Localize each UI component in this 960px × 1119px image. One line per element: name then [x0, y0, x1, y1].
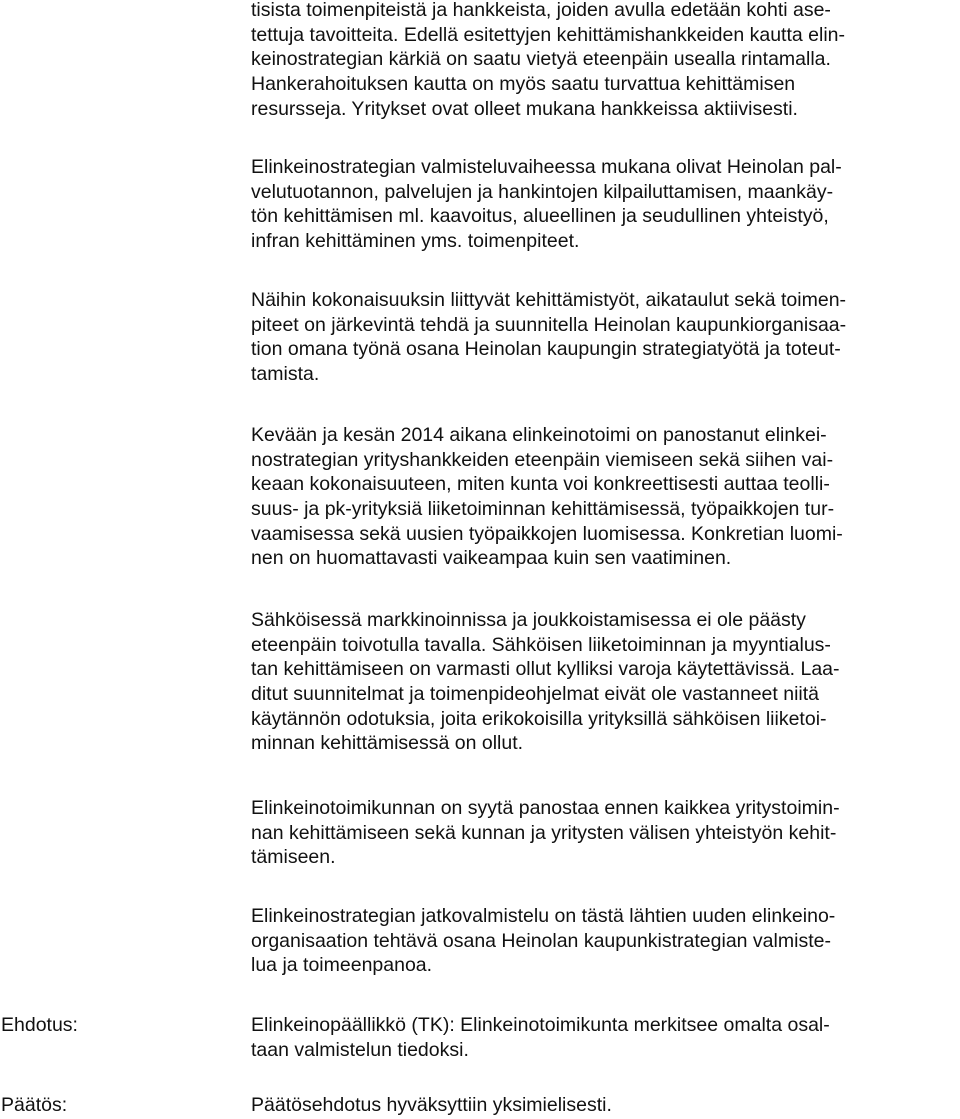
paragraph-2	[251, 155, 960, 254]
paragraph-4	[251, 423, 960, 571]
paragraph-line: Sähköisessä markkinoinnissa ja joukkoistamisessa ei ole päästy	[251, 609, 806, 631]
proposal-text	[251, 1013, 960, 1062]
paragraph-line: Elinkeinopäällikkö (TK): Elinkeinotoimikunta merkitsee omalta osal-	[251, 1014, 830, 1036]
paragraph-line: taan valmistelun tiedoksi.	[251, 1038, 469, 1061]
proposal-label: Ehdotus:	[1, 1014, 78, 1036]
paragraph-line: organisaation tehtävä osana Heinolan kaupunkistrategian valmiste-	[251, 929, 831, 952]
paragraph-3	[251, 288, 960, 387]
paragraph-line: Elinkeinostrategian jatkovalmistelu on tästä lähtien uuden elinkeino-	[251, 905, 836, 927]
paragraph-line: ditut suunnitelmat ja toimenpideohjelmat eivät ole vastanneet niitä	[251, 683, 820, 706]
paragraph-line: eteenpäin toivotulla tavalla. Sähköisen liiketoiminnan ja myyntialus-	[251, 633, 831, 656]
paragraph-line: tämiseen.	[251, 846, 336, 869]
paragraph-line: tion omana työnä osana Heinolan kaupungin strategiatyötä ja toteut-	[251, 338, 841, 361]
paragraph-line: tön kehittämisen ml. kaavoitus, alueellinen ja seudullinen yhteistyö,	[251, 205, 829, 228]
decision-text	[251, 1093, 960, 1118]
paragraph-line: keinostrategian kärkiä on saatu vietyä eteenpäin usealla rintamalla.	[251, 48, 831, 71]
paragraph-line: Elinkeinostrategian valmisteluvaiheessa mukana olivat Heinolan pal-	[251, 156, 842, 178]
paragraph-line: resursseja. Yritykset ovat olleet mukana hankkeissa aktiivisesti.	[251, 97, 798, 120]
paragraph-line: nostrategian yrityshankkeiden eteenpäin viemiseen sekä siihen vai-	[251, 448, 834, 471]
paragraph-line: Hankerahoituksen kautta on myös saatu turvattua kehittämisen	[251, 73, 796, 96]
paragraph-line: tan kehittämiseen on varmasti ollut kylliksi varoja käytettävissä. Laa-	[251, 658, 840, 681]
paragraph-line: Elinkeinotoimikunnan on syytä panostaa ennen kaikkea yritystoimin-	[251, 797, 840, 819]
paragraph-line: lua ja toimeenpanoa.	[251, 954, 433, 977]
paragraph-line: Näihin kokonaisuuksin liittyvät kehittämistyöt, aikataulut sekä toimen-	[251, 289, 847, 311]
paragraph-line: Päätösehdotus hyväksyttiin yksimielisesti.	[251, 1094, 612, 1116]
paragraph-1	[251, 0, 960, 121]
paragraph-6	[251, 796, 960, 870]
paragraph-5	[251, 608, 960, 756]
paragraph-line: tamista.	[251, 363, 320, 386]
paragraph-line: Kevään ja kesän 2014 aikana elinkeinotoimi on panostanut elinkei-	[251, 424, 827, 446]
paragraph-line: nan kehittämiseen sekä kunnan ja yritysten välisen yhteistyön kehit-	[251, 821, 837, 844]
paragraph-line: suus- ja pk-yrityksiä liiketoiminnan kehittämisessä, työpaikkojen tur-	[251, 498, 835, 521]
paragraph-line: tettuja tavoitteita. Edellä esitettyjen kehittämishankkeiden kautta elin-	[251, 23, 846, 46]
paragraph-line: velutuotannon, palvelujen ja hankintojen kilpailuttamisen, maankäy-	[251, 180, 834, 203]
paragraph-line: minnan kehittämisessä on ollut.	[251, 732, 524, 755]
paragraph-line: tisista toimenpiteistä ja hankkeista, joiden avulla edetään kohti ase-	[251, 0, 831, 21]
decision-label: Päätös:	[1, 1094, 68, 1116]
paragraph-line: infran kehittäminen yms. toimenpiteet.	[251, 230, 580, 253]
paragraph-7	[251, 904, 960, 978]
paragraph-line: keaan kokonaisuuteen, miten kunta voi konkreettisesti auttaa teolli-	[251, 473, 830, 496]
paragraph-line: käytännön odotuksia, joita erikokoisilla yrityksillä sähköisen liiketoi-	[251, 707, 827, 730]
paragraph-line: vaamisessa sekä uusien työpaikkojen luomisessa. Konkretian luomi-	[251, 522, 843, 545]
paragraph-line: piteet on järkevintä tehdä ja suunnitella Heinolan kaupunkiorganisaa-	[251, 313, 847, 336]
paragraph-line: nen on huomattavasti vaikeampaa kuin sen vaatiminen.	[251, 547, 732, 570]
